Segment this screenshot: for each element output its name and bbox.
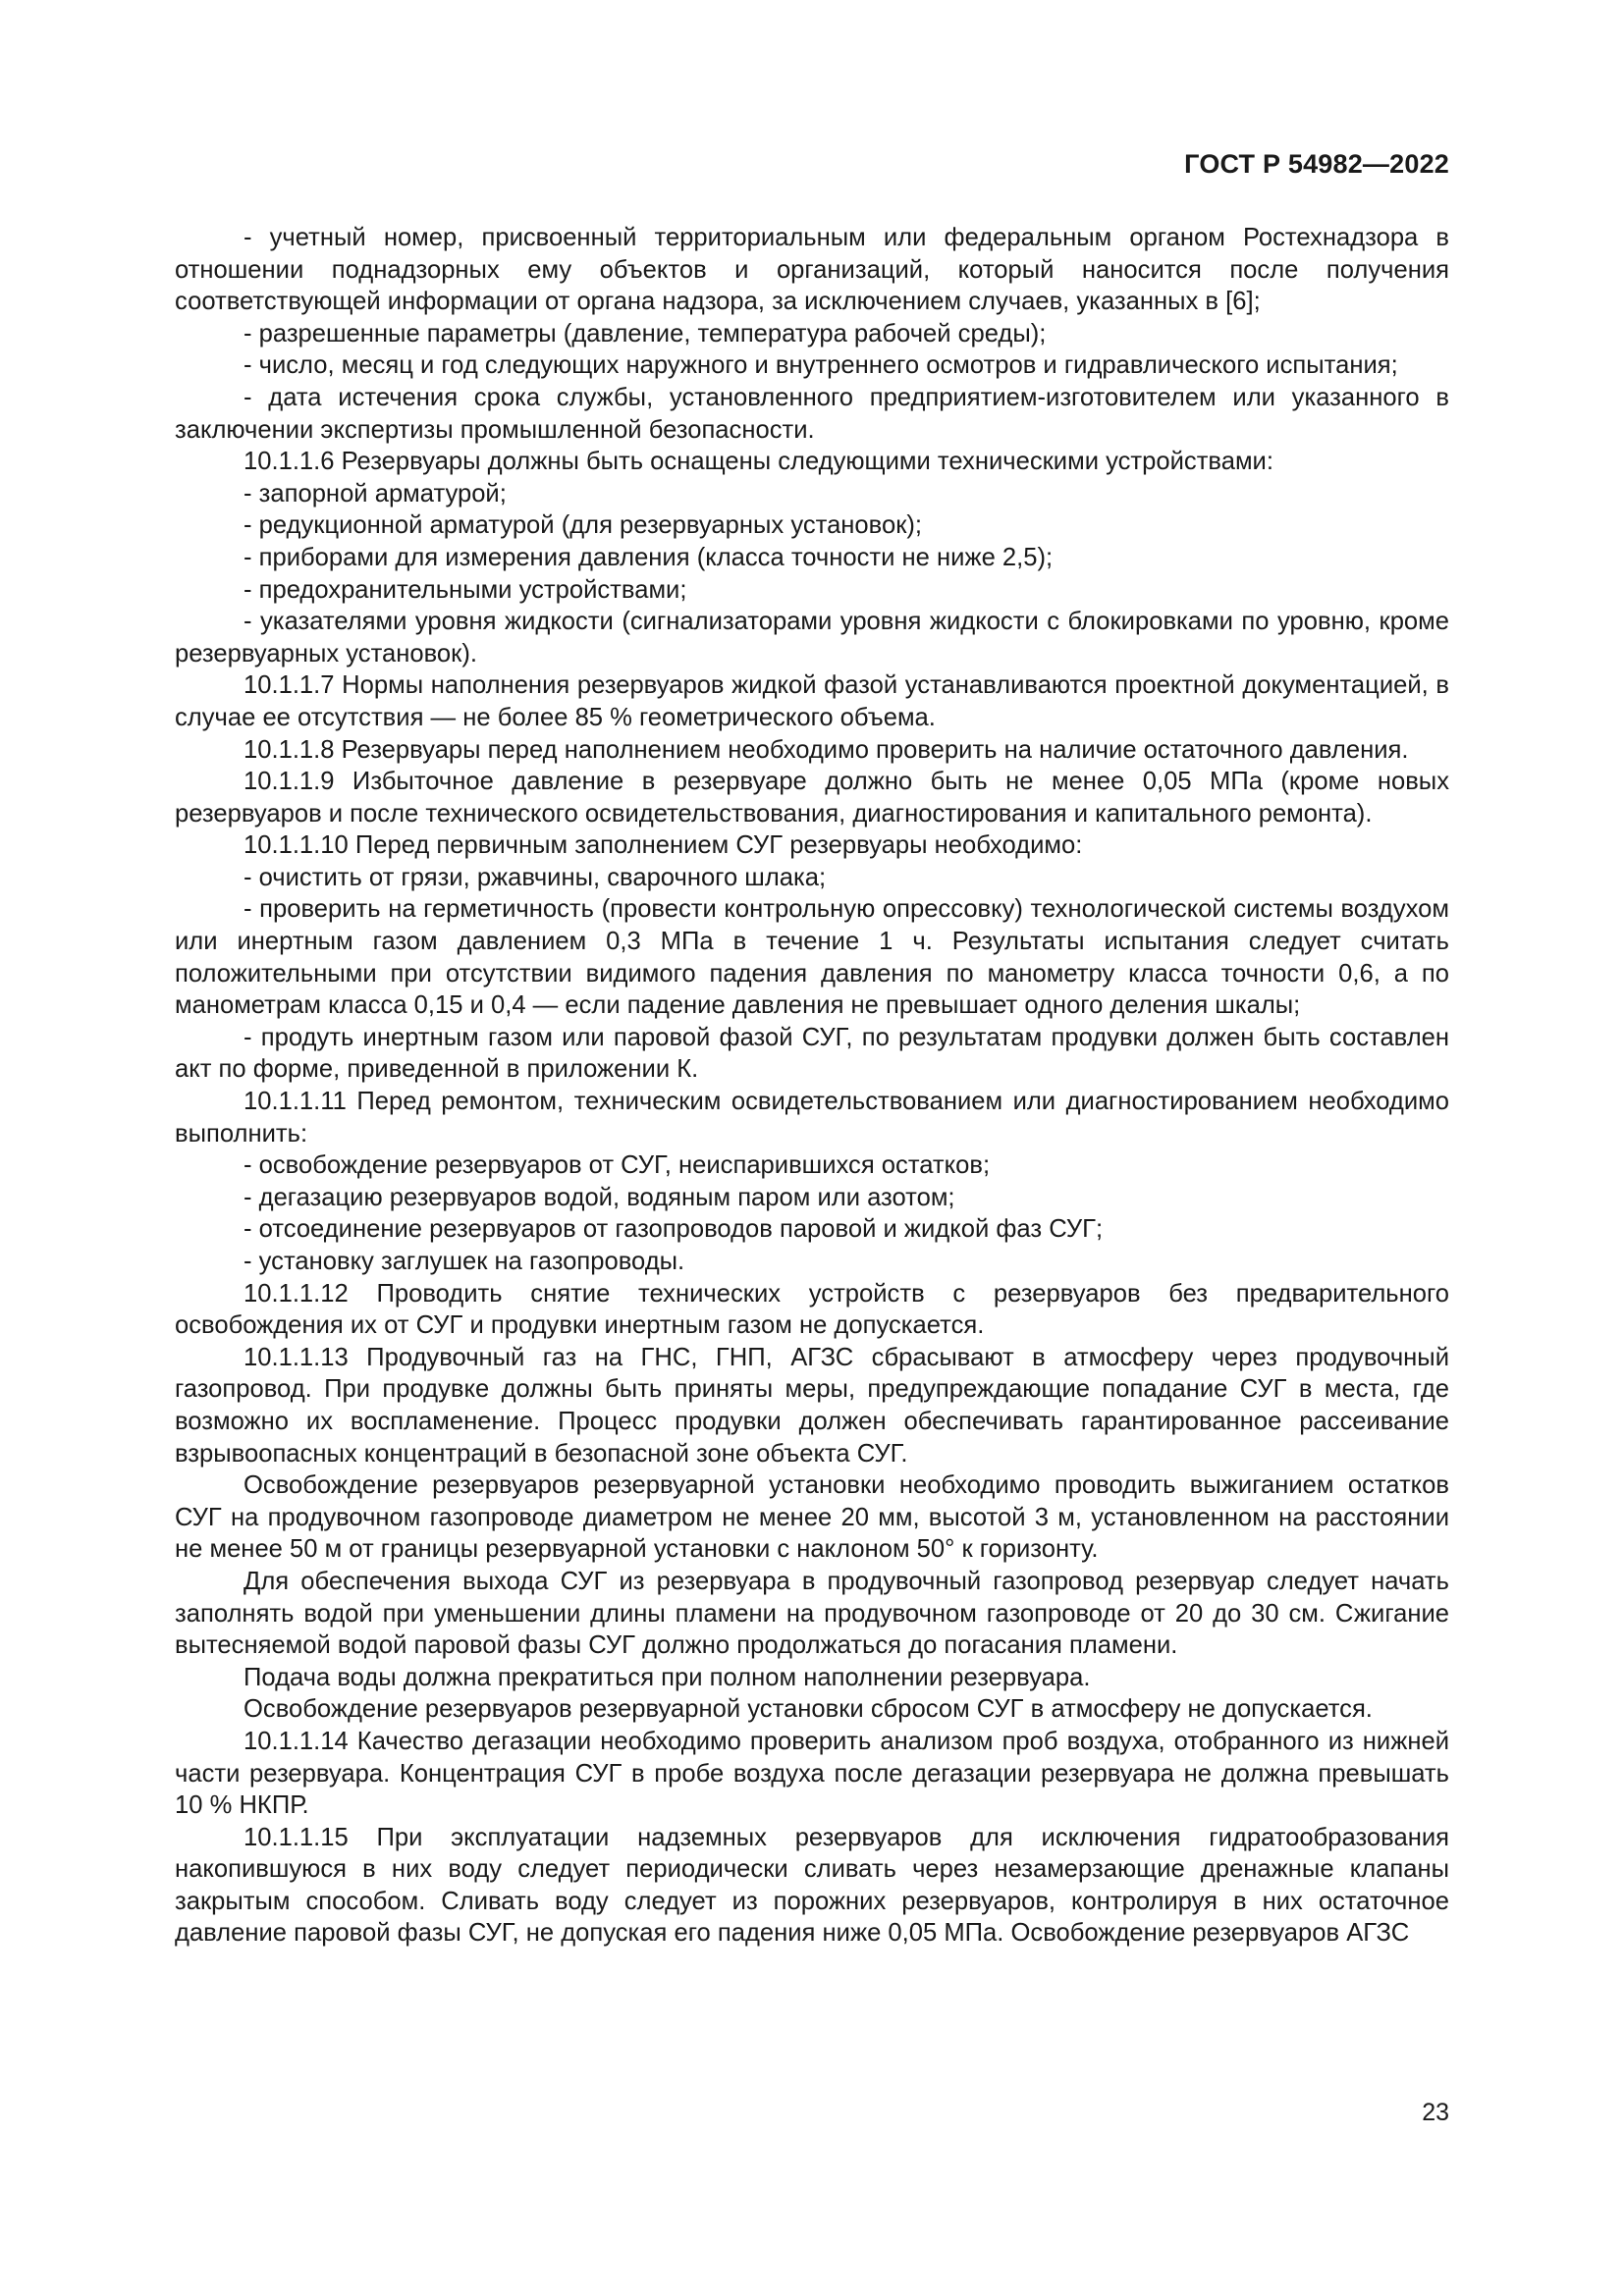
paragraph: - разрешенные параметры (давление, температура рабочей среды); [244, 319, 1047, 347]
paragraph: 10.1.1.8 Резервуары перед наполнением необходимо проверить на наличие остаточного давления. [244, 735, 1409, 764]
paragraph: Для обеспечения выхода СУГ из резервуара в продувочный газопровод резервуар следует начать заполнять водой при уменьшении длины пламени на продувочном газопроводе от 20 до 30 см. Сжигание вытесняемой водой паровой фазы СУГ должно продолжаться до погасания пламени. [175, 1567, 1449, 1660]
paragraph: 10.1.1.9 Избыточное давление в резервуаре должно быть не менее 0,05 МПа (кроме новых резервуаров и после технического освидетельствования, диагностирования и капитального ремонта). [175, 768, 1449, 828]
paragraph: Освобождение резервуаров резервуарной установки сбросом СУГ в атмосферу не допускается. [244, 1695, 1373, 1724]
paragraph: - приборами для измерения давления (класса точности не ниже 2,5); [244, 543, 1054, 571]
paragraph: Подача воды должна прекратиться при полном наполнении резервуара. [244, 1663, 1091, 1691]
paragraph: 10.1.1.7 Нормы наполнения резервуаров жидкой фазой устанавливаются проектной документацией, в случае ее отсутствия — не более 85 % геометрического объема. [175, 671, 1449, 731]
paragraph: - учетный номер, присвоенный территориальным или федеральным органом Ростехнадзора в отношении поднадзорных ему объектов и организаций, который наносится после получения соответствующей информации от органа надзора, за исключением случаев, указанных в [6]; [175, 224, 1449, 316]
paragraph: - дата истечения срока службы, установленного предприятием-изготовителем или указанного в заключении экспертизы промышленной безопасности. [175, 383, 1449, 444]
paragraph: - число, месяц и год следующих наружного и внутреннего осмотров и гидравлического испытания; [244, 351, 1398, 380]
paragraph: 10.1.1.14 Качество дегазации необходимо проверить анализом проб воздуха, отобранного из нижней части резервуара. Концентрация СУГ в пробе воздуха после дегазации резервуара не должна превышать 10 % НКПР. [175, 1727, 1449, 1820]
document-code-header: ГОСТ Р 54982—2022 [1184, 149, 1449, 179]
paragraph: - отсоединение резервуаров от газопроводов паровой и жидкой фаз СУГ; [244, 1215, 1104, 1244]
paragraph: - проверить на герметичность (провести контрольную опрессовку) технологической системы воздухом или инертным газом давлением 0,3 МПа в течение 1 ч. Результаты испытания следует считать положительными при отсутствии видимого падения давления по манометру класса точности 0,6, а по манометрам класса 0,15 и 0,4 — если падение давления не превышает одного деления шкалы; [175, 895, 1449, 1020]
paragraph: Освобождение резервуаров резервуарной установки необходимо проводить выжиганием остатков СУГ на продувочном газопроводе диаметром не менее 20 мм, высотой 3 м, установленном на расстоянии не менее 50 м от границы резервуарной установки с наклоном 50° к горизонту. [175, 1471, 1449, 1564]
paragraph: 10.1.1.10 Перед первичным заполнением СУГ резервуары необходимо: [244, 831, 1083, 860]
page-number: 23 [1422, 2099, 1449, 2126]
paragraph: - указателями уровня жидкости (сигнализаторами уровня жидкости с блокировками по уровню, кроме резервуарных установок). [175, 608, 1449, 667]
paragraph: - продуть инертным газом или паровой фазой СУГ, по результатам продувки должен быть составлен акт по форме, приведенной в приложении К. [175, 1023, 1449, 1084]
paragraph: - редукционной арматурой (для резервуарных установок); [244, 511, 923, 540]
paragraph: 10.1.1.11 Перед ремонтом, техническим освидетельствованием или диагностированием необходимо выполнить: [175, 1088, 1449, 1148]
paragraph: 10.1.1.6 Резервуары должны быть оснащены следующими техническими устройствами: [244, 448, 1273, 476]
paragraph: - предохранительными устройствами; [244, 575, 687, 604]
paragraph: - очистить от грязи, ржавчины, сварочного шлака; [244, 863, 827, 891]
paragraph: - запорной арматурой; [244, 479, 507, 507]
paragraph: - дегазацию резервуаров водой, водяным паром или азотом; [244, 1183, 955, 1211]
paragraph: 10.1.1.12 Проводить снятие технических устройств с резервуаров без предварительного освобождения их от СУГ и продувки инертным газом не допускается. [175, 1279, 1449, 1340]
paragraph: - установку заглушек на газопроводы. [244, 1248, 685, 1275]
paragraph: 10.1.1.15 При эксплуатации надземных резервуаров для исключения гидратообразования накопившуюся в них воду следует периодически сливать через незамерзающие дренажные клапаны закрытым способом. Сливать воду следует из порожних резервуаров, контролируя в них остаточное давление паровой фазы СУГ, не допуская его падения ниже 0,05 МПа. Освобождение резервуаров АГЗС [175, 1823, 1449, 1948]
paragraph: - освобождение резервуаров от СУГ, неиспарившихся остатков; [244, 1151, 991, 1180]
document-body [175, 222, 1449, 1949]
paragraph: 10.1.1.13 Продувочный газ на ГНС, ГНП, АГЗС сбрасывают в атмосферу через продувочный газопровод. При продувке должны быть приняты меры, предупреждающие попадание СУГ в места, где возможно их воспламенение. Процесс продувки должен обеспечивать гарантированное рассеивание взрывоопасных концентраций в безопасной зоне объекта СУГ. [175, 1343, 1449, 1468]
